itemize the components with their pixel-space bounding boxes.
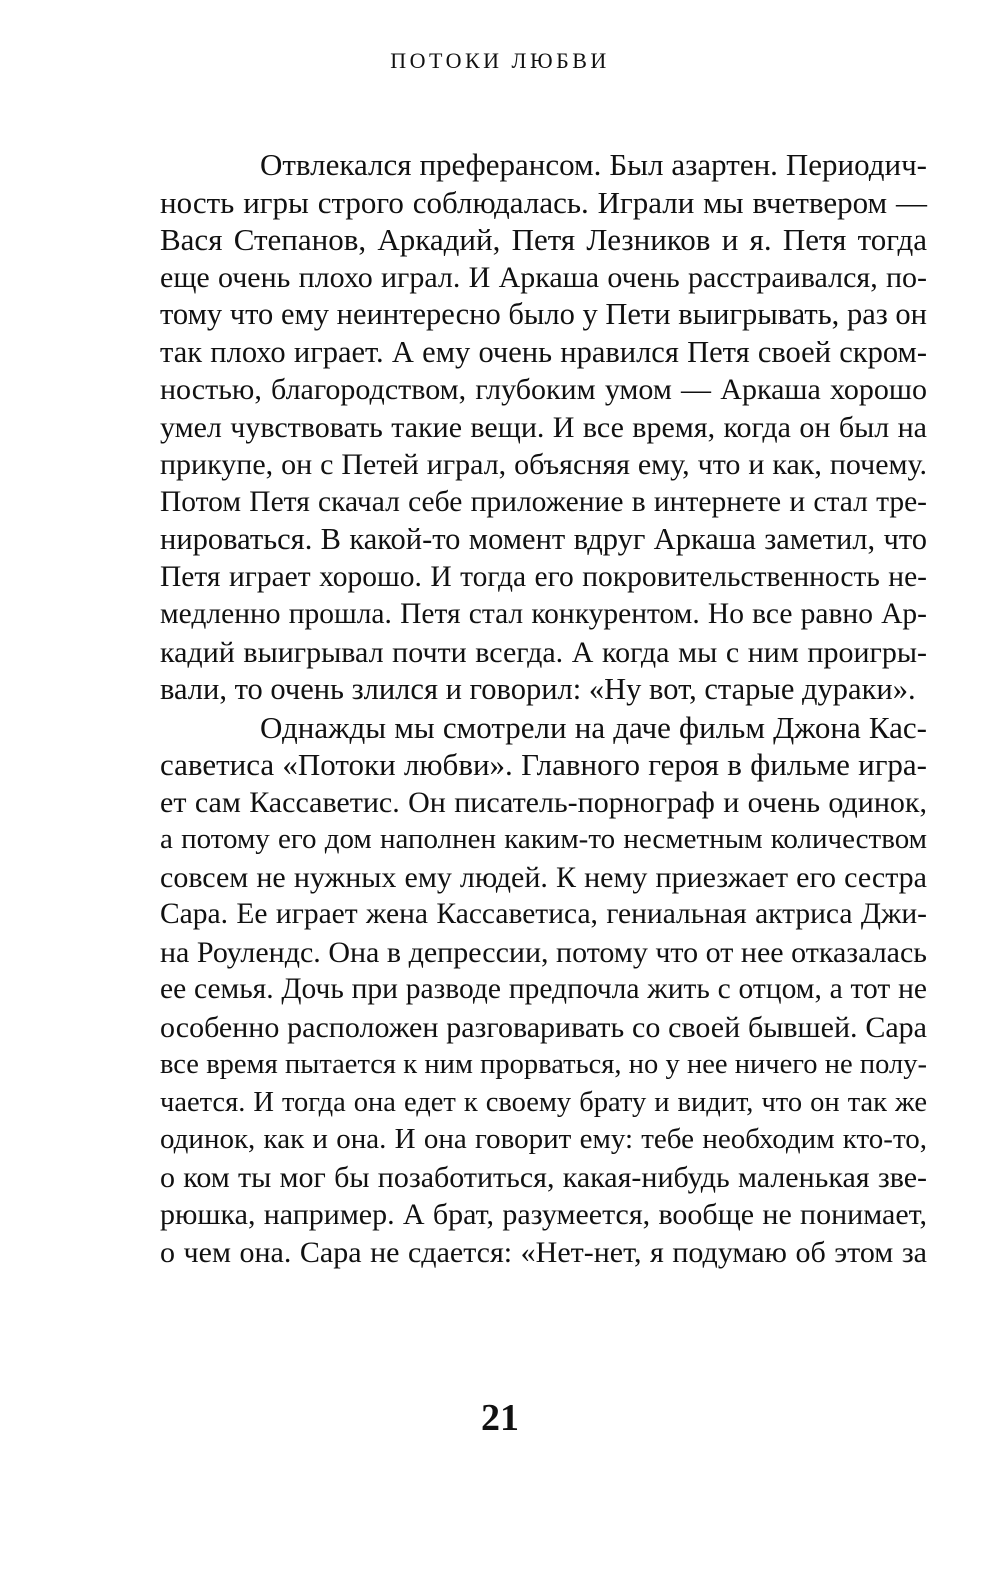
text-line: Потом Петя скачал себе приложение в интернете и стал тре- [160,485,927,518]
text-line: еще очень плохо играл. И Аркаша очень расстраивался, по- [160,260,927,294]
text-line: вали, то очень злился и говорил: «Ну вот, старые дураки». [160,672,916,706]
text-line: совсем не нужных ему людей. К нему приезжает его сестра [160,860,927,894]
text-line: прикупе, он с Петей играл, объясняя ему, что и как, почему. [160,448,927,481]
text-line: Отвлекался преферансом. Был азартен. Периодич- [260,147,927,182]
text-line: все время пытается к ним прорваться, но у нее ничего не полу- [160,1049,927,1080]
text-line: чается. И тогда она едет к своему брату и видит, что он так же [160,1086,927,1118]
text-line: Вася Степанов, Аркадий, Петя Лезников и я. Петя тогда [160,222,927,257]
text-line: ее семья. Дочь при разводе предпочла жить с отцом, а тот не [160,973,927,1005]
text-line: ность игры строго соблюдалась. Играли мы вчетвером — [160,184,927,220]
text-line: Петя играет хорошо. И тогда его покровительственность не- [160,560,927,593]
text-line: на Роулендс. Она в депрессии, потому что от нее отказалась [160,935,927,969]
text-line: одинок, как и она. И она говорит ему: тебе необходим кто-то, [160,1123,927,1155]
text-line: о чем она. Сара не сдается: «Нет-нет, я подумаю об этом за [160,1235,927,1269]
text-line: особенно расположен разговаривать со своей бывшей. Сара [160,1010,927,1044]
text-line: ностью, благородством, глубоким умом — Аркаша хорошо [160,373,927,406]
text-line: кадий выигрывал почти всегда. А когда мы с ним проигры- [160,635,927,669]
paragraph-2 [160,709,927,1272]
text-line: Однажды мы смотрели на даче фильм Джона Кас- [260,709,927,745]
text-line: Сара. Ее играет жена Кассаветиса, гениальная актриса Джи- [160,898,927,930]
text-line: так плохо играет. А ему очень нравился Петя своей скром- [160,334,927,369]
text-line: рюшка, например. А брат, разумеется, вообще не понимает, [160,1198,927,1231]
text-line: нироваться. В какой-то момент вдруг Аркаша заметил, что [160,522,927,556]
text-line: умел чувствовать такие вещи. И все время, когда он был на [160,410,927,444]
running-head: ПОТОКИ ЛЮБВИ [390,48,610,73]
text-line: ет сам Кассаветис. Он писатель-порнограф и очень одинок, [160,785,927,819]
text-line: тому что ему неинтересно было у Пети выигрывать, раз он [160,297,927,331]
body-text [160,146,927,1271]
text-line: саветиса «Потоки любви». Главного героя в фильме игра- [160,747,927,782]
text-line: о ком ты мог бы позаботиться, какая-нибудь маленькая зве- [160,1160,927,1194]
text-line: медленно прошла. Петя стал конкурентом. Но все равно Ар- [160,598,927,630]
page-number: 21 [481,1397,519,1439]
paragraph-1 [160,146,927,709]
text-line: а потому его дом наполнен каким-то несметным количеством [160,823,927,855]
